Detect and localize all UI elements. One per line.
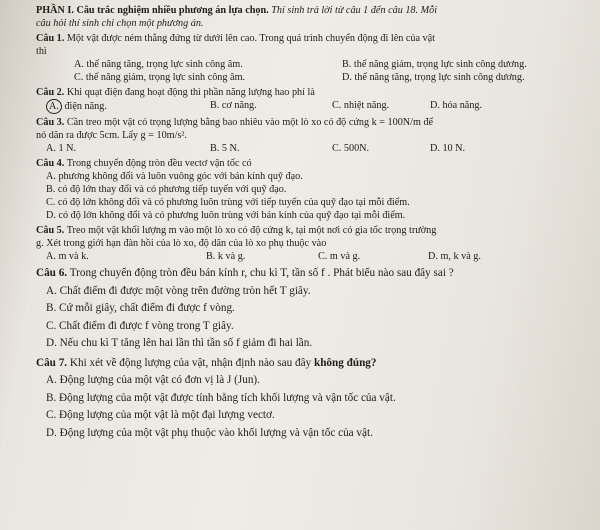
q3-option-d: D. 10 N. [430,143,466,154]
q7-option-c: C. Động lượng của một vật là một đại lượng vectơ. [46,409,275,421]
question-6-label: Câu 6. [36,267,68,279]
q2-option-a [46,99,210,114]
exam-content [36,4,584,442]
q1-option-d: D. thế năng tăng, trọng lực sinh công dương. [342,72,525,83]
q2-option-c: C. nhiệt năng. [332,100,390,111]
question-2-label: Câu 2. [36,87,65,98]
q5-option-b: B. k và g. [206,251,246,262]
q1-option-a: A. thế năng tăng, trọng lực sinh công âm. [74,59,243,70]
q6-option-b: B. Cứ mỗi giây, chất điểm đi được f vòng. [46,302,235,314]
q3-option-a: A. 1 N. [46,143,76,154]
section-header [36,4,584,17]
question-1 [36,32,584,45]
question-5-label: Câu 5. [36,225,65,236]
question-7-text: Khi xét về động lượng của vật, nhận định nào sau đây [69,356,312,369]
section-instruction-1: Thí sinh trả lời từ câu 1 đến câu 18. Mỗi [271,5,438,16]
q7-option-d: D. Động lượng của một vật phụ thuộc vào khối lượng và vận tốc của vật. [46,426,373,439]
question-1-text-1: Một vật được ném thẳng đứng từ dưới lên cao. Trong quá trình chuyển động đi lên của vật [66,33,435,44]
q5-option-d: D. m, k và g. [428,251,481,262]
question-2-text: Khi quạt điện đang hoạt động thì phần năng lượng hao phí là [66,87,315,98]
q5-option-c: C. m và g. [318,251,361,262]
q5-option-a: A. m và k. [46,251,89,262]
q3-option-c: C. 500N. [332,143,370,154]
q2-option-b: B. cơ năng. [210,100,257,111]
q7-option-b: B. Động lượng của một vật được tính bằng tích khối lượng và vận tốc của vật. [46,391,396,404]
question-4-label: Câu 4. [36,158,65,169]
questions-6-7-block [36,265,584,442]
question-7 [36,355,584,373]
q4-option-c: C. có độ lớn không đổi và có phương luôn trùng với tiếp tuyến của quỹ đạo tại mỗi điểm. [46,197,410,208]
section-instruction-2: câu hỏi thí sinh chỉ chọn một phương án. [36,18,204,29]
question-6-text: Trong chuyển động tròn đều bán kính r, chu kì T, tần số f . Phát biểu nào sau đây sai ? [69,267,454,279]
question-4-text: Trong chuyển động tròn đều vectơ vận tốc có [66,158,252,169]
question-2-options [36,99,584,114]
question-5-text-1: Treo một vật khối lượng m vào một lò xo có độ cứng k, tại một nơi có gia tốc trọng trường [66,225,437,236]
q7-option-a: A. Động lượng của một vật có đơn vị là J (Jun). [46,374,260,386]
question-6 [36,265,584,283]
q6-option-a: A. Chất điểm đi được một vòng trên đường tròn hết T giây. [46,284,311,297]
q6-option-c: C. Chất điểm đi được f vòng trong T giây. [46,319,234,332]
question-3 [36,116,584,129]
q1-option-b: B. thế năng giảm, trọng lực sinh công dương. [342,59,527,70]
question-3-options [36,142,584,155]
question-3-label: Câu 3. [36,117,65,128]
q2-option-d: D. hóa năng. [430,100,483,111]
q2-option-a-text: điện năng. [64,101,107,112]
q3-option-b: B. 5 N. [210,143,240,154]
q4-option-d: D. có độ lớn không đổi và có phương luôn trùng với bán kính của quỹ đạo tại mỗi điểm. [46,210,406,221]
question-5-text-2: g. Xét trong giới hạn đàn hồi của lò xo, độ dãn của lò xo phụ thuộc vào [36,238,327,249]
q6-option-d: D. Nếu chu kì T tăng lên hai lần thì tần số f giảm đi hai lần. [46,337,313,349]
q1-option-c: C. thế năng giảm, trọng lực sinh công âm. [74,72,246,83]
question-3-text-1: Cần treo một vật có trọng lượng bằng bao nhiêu vào một lò xo có độ cứng k = 100N/m để [66,117,434,128]
question-2 [36,86,584,99]
question-3-text-2: nó dãn ra được 5cm. Lấy g = 10m/s². [36,130,187,141]
section-heading: PHẦN I. Câu trắc nghiệm nhiều phương án lựa chọn. [36,5,269,16]
question-1-text-2: thì [36,46,47,57]
question-5 [36,224,584,237]
question-5-options [36,250,584,263]
question-1-label: Câu 1. [36,33,65,44]
q4-option-b: B. có độ lớn thay đổi và có phương tiếp tuyến với quỹ đạo. [46,184,287,195]
question-1-options-row-1 [36,58,584,71]
q4-option-a: A. phương không đổi và luôn vuông góc với bán kính quỹ đạo. [46,171,303,182]
question-4 [36,157,584,170]
question-7-emphasis: không đúng? [313,356,377,369]
question-1-options-row-2 [36,71,584,84]
q2-option-a-letter: A. [46,99,62,114]
question-7-label: Câu 7. [36,356,68,369]
